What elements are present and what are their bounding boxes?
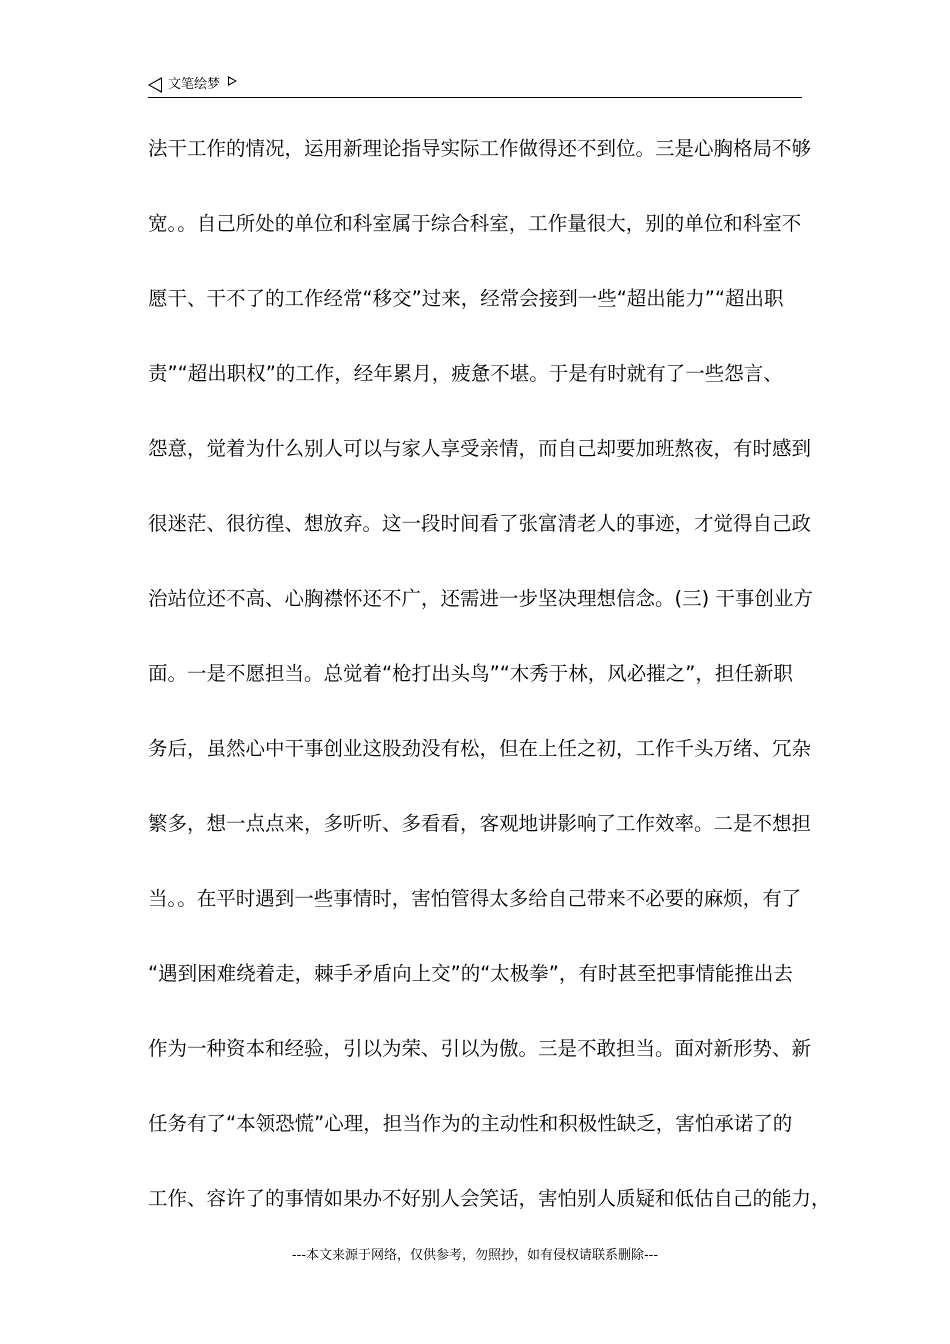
text-line: “遇到困难绕着走，棘手矛盾向上交”的“太极拳”，有时甚至把事情能推出去: [148, 962, 793, 985]
text-line: 工作、容许了的事情如果办不好别人会笑话，害怕别人质疑和低估自己的能力，: [148, 1187, 831, 1210]
page-footer: ---本文来源于网络，仅供参考，勿照抄，如有侵权请联系删除---: [291, 1248, 659, 1263]
document-body: [148, 127, 831, 1252]
text-line: 繁多，想一点点来，多听听、多看看，客观地讲影响了工作效率。二是不想担: [148, 812, 812, 835]
text-line: 宽。。自己所处的单位和科室属于综合科室，工作量很大，别的单位和科室不: [148, 212, 802, 235]
text-line: 愿干、干不了的工作经常“移交”过来，经常会接到一些“超出能力”“超出职: [148, 287, 784, 310]
header-divider: [148, 97, 802, 98]
text-line: 面。一是不愿担当。总觉着“枪打出头鸟”“木秀于林，风必摧之”，担任新职: [148, 662, 793, 685]
triangle-left-icon: [148, 77, 162, 93]
triangle-right-icon: [228, 76, 237, 86]
text-line: 任务有了“本领恐慌”心理，担当作为的主动性和积极性缺乏，害怕承诺了的: [148, 1112, 793, 1135]
text-line: 很迷茫、很彷徨、想放弃。这一段时间看了张富清老人的事迹，才觉得自己政: [148, 512, 812, 535]
text-line: 作为一种资本和经验，引以为荣、引以为傲。三是不敢担当。面对新形势、新: [148, 1037, 812, 1060]
text-line: 务后，虽然心中干事创业这股劲没有松，但在上任之初，工作千头万绪、冗杂: [148, 737, 812, 760]
text-line: 当。。在平时遇到一些事情时，害怕管得太多给自己带来不必要的麻烦，有了: [148, 887, 802, 910]
text-line: 治站位还不高、心胸襟怀还不广，还需进一步坚决理想信念。(三) 干事创业方: [148, 587, 813, 610]
text-line: 责”“超出职权”的工作，经年累月，疲惫不堪。于是有时就有了一些怨言、: [148, 362, 783, 385]
header-title: 文笔绘梦: [168, 77, 221, 92]
text-line: 怨意，觉着为什么别人可以与家人享受亲情，而自己却要加班熬夜，有时感到: [148, 437, 812, 460]
page-header: [148, 74, 237, 96]
text-line: 法干工作的情况，运用新理论指导实际工作做得还不到位。三是心胸格局不够: [148, 137, 812, 160]
